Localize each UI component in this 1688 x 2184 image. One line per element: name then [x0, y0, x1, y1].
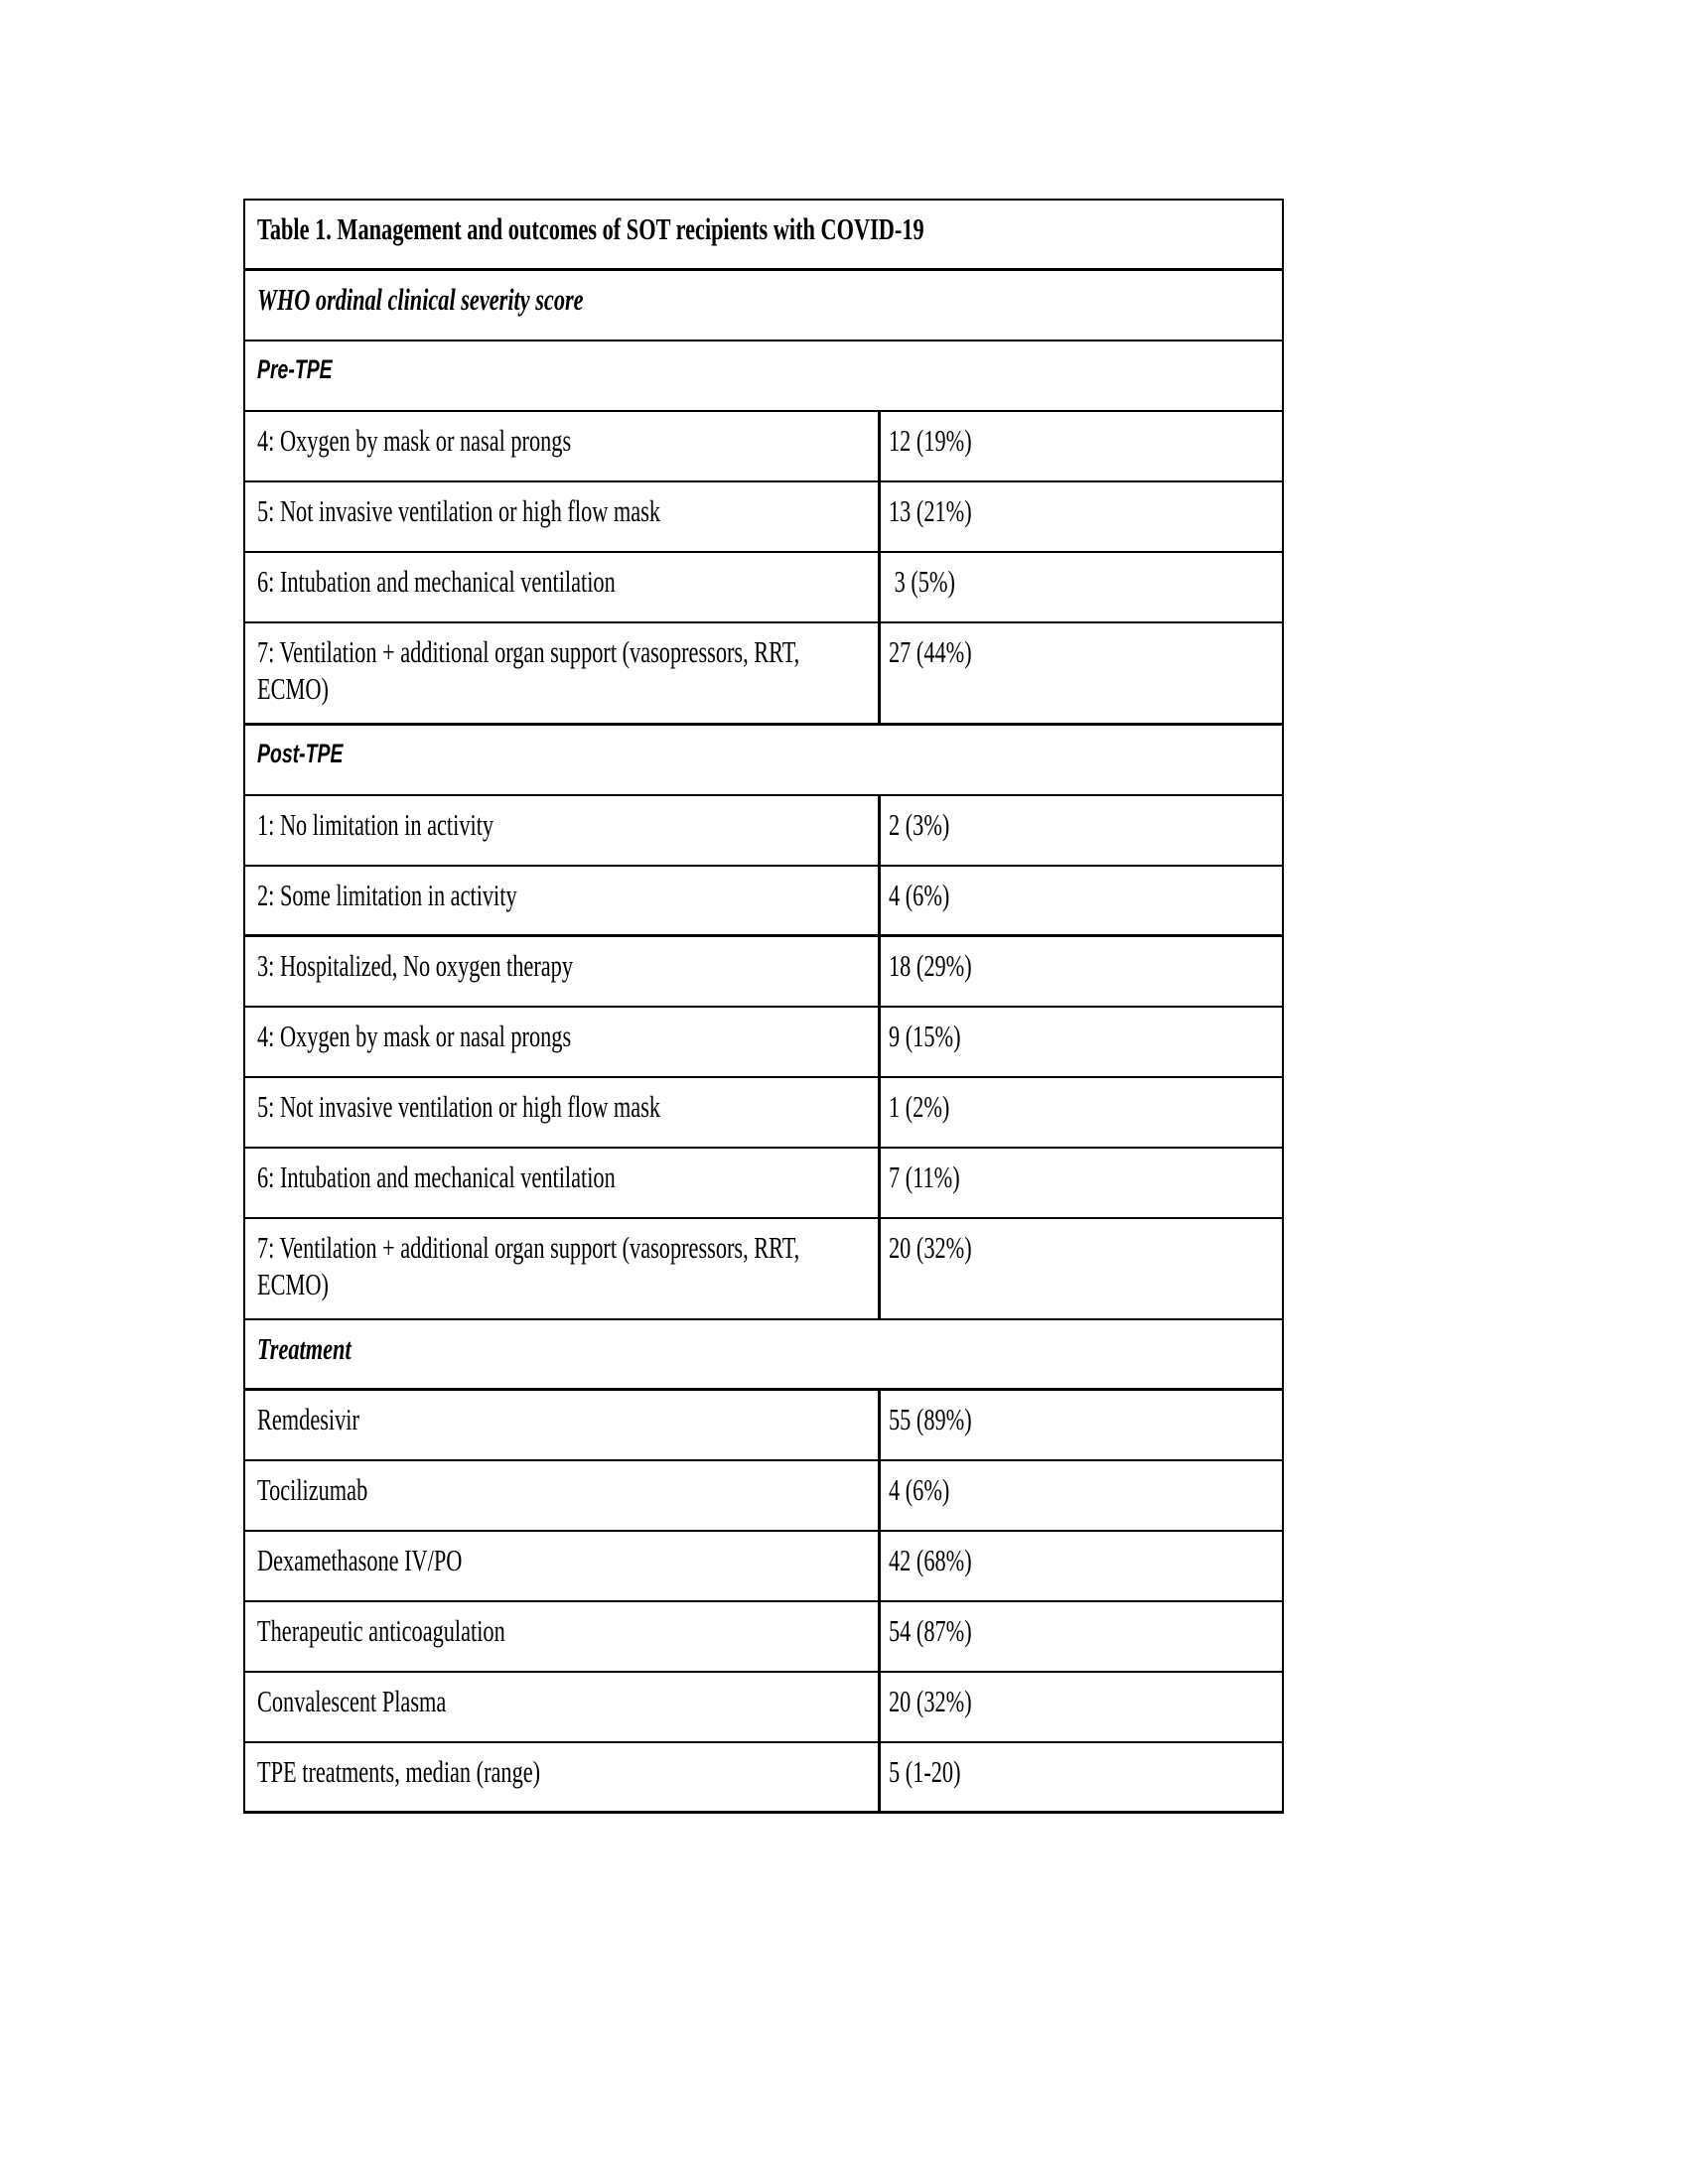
- row-value-cell: [878, 937, 1282, 1006]
- row-value: 13 (21%): [889, 493, 972, 528]
- row-value: 7 (11%): [889, 1160, 960, 1194]
- row-label-cell: [245, 796, 878, 865]
- section-header-row: [245, 1320, 1282, 1391]
- management-outcomes-table: [243, 199, 1284, 1814]
- table-row: [245, 623, 1282, 726]
- row-label: 7: Ventilation + additional organ support (vasopressors, RRT, ECMO): [257, 634, 805, 706]
- header-cell: [245, 341, 1282, 410]
- row-value: 55 (89%): [889, 1402, 972, 1436]
- row-value: 54 (87%): [889, 1613, 972, 1648]
- table-row: [245, 1673, 1282, 1743]
- row-label-cell: [245, 1532, 878, 1600]
- row-label: TPE treatments, median (range): [257, 1754, 541, 1789]
- row-label: 1: No limitation in activity: [257, 807, 494, 842]
- row-value: 4 (6%): [889, 1472, 950, 1507]
- row-label-cell: [245, 1391, 878, 1459]
- header-cell: [245, 726, 1282, 794]
- row-label: 4: Oxygen by mask or nasal prongs: [257, 423, 572, 458]
- header-cell: [245, 271, 1282, 340]
- row-label-cell: [245, 1149, 878, 1217]
- row-value-cell: [878, 412, 1282, 480]
- section-header-text: Pre-TPE: [257, 354, 333, 384]
- row-value: 18 (29%): [889, 948, 972, 983]
- row-value-cell: [878, 1149, 1282, 1217]
- table-row: [245, 1602, 1282, 1673]
- row-value-cell: [878, 796, 1282, 865]
- table-row: [245, 1219, 1282, 1320]
- table-row: [245, 1149, 1282, 1219]
- row-value: 27 (44%): [889, 634, 972, 669]
- row-value: 12 (19%): [889, 423, 972, 458]
- table-row: [245, 412, 1282, 482]
- table-row: [245, 1391, 1282, 1461]
- table-row: [245, 1532, 1282, 1602]
- row-label-cell: [245, 1743, 878, 1811]
- row-label: 4: Oxygen by mask or nasal prongs: [257, 1019, 572, 1053]
- row-label: 5: Not invasive ventilation or high flow mask: [257, 1089, 661, 1124]
- row-label-cell: [245, 623, 878, 723]
- row-label: 3: Hospitalized, No oxygen therapy: [257, 948, 573, 983]
- row-value-cell: [878, 623, 1282, 723]
- row-label: 7: Ventilation + additional organ support (vasopressors, RRT, ECMO): [257, 1230, 805, 1301]
- table-row: [245, 796, 1282, 867]
- row-label-cell: [245, 553, 878, 621]
- section-header-row: [245, 341, 1282, 412]
- row-value-cell: [878, 1743, 1282, 1811]
- row-label: Remdesivir: [257, 1402, 359, 1436]
- table-row: [245, 1078, 1282, 1149]
- row-value-cell: [878, 482, 1282, 551]
- row-label: Tocilizumab: [257, 1472, 368, 1507]
- section-header-text: Post-TPE: [257, 739, 344, 768]
- section-header-row: [245, 271, 1282, 341]
- row-label-cell: [245, 482, 878, 551]
- table-row: [245, 1461, 1282, 1532]
- table-row: [245, 937, 1282, 1008]
- row-value-cell: [878, 1078, 1282, 1147]
- row-label-cell: [245, 412, 878, 480]
- row-label-cell: [245, 1461, 878, 1530]
- row-label: 6: Intubation and mechanical ventilation: [257, 1160, 616, 1194]
- row-value-cell: [878, 1532, 1282, 1600]
- row-value-cell: [878, 1008, 1282, 1076]
- table-row: [245, 553, 1282, 623]
- row-value-cell: [878, 1391, 1282, 1459]
- row-value: 42 (68%): [889, 1543, 972, 1577]
- row-label: 2: Some limitation in activity: [257, 878, 517, 912]
- section-header-text: Treatment: [257, 1331, 352, 1366]
- table-title-row: [245, 201, 1282, 271]
- table-row: [245, 482, 1282, 553]
- table-title: Table 1. Management and outcomes of SOT recipients with COVID-19: [257, 211, 924, 246]
- row-label-cell: [245, 1602, 878, 1671]
- row-value-cell: [878, 1673, 1282, 1741]
- row-label: 5: Not invasive ventilation or high flow mask: [257, 493, 661, 528]
- row-value-cell: [878, 1219, 1282, 1318]
- row-value: 20 (32%): [889, 1684, 972, 1718]
- section-header-row: [245, 726, 1282, 796]
- row-value-cell: [878, 867, 1282, 934]
- row-label: Dexamethasone IV/PO: [257, 1543, 463, 1577]
- header-cell: [245, 1320, 1282, 1388]
- row-label-cell: [245, 1078, 878, 1147]
- row-value: 5 (1-20): [889, 1754, 961, 1789]
- row-label: 6: Intubation and mechanical ventilation: [257, 564, 616, 599]
- row-value-cell: [878, 553, 1282, 621]
- row-value: 3 (5%): [889, 564, 955, 599]
- row-value: 2 (3%): [889, 807, 950, 842]
- row-value: 9 (15%): [889, 1019, 961, 1053]
- row-label-cell: [245, 937, 878, 1006]
- table-row: [245, 1008, 1282, 1078]
- row-value-cell: [878, 1461, 1282, 1530]
- section-header-text: WHO ordinal clinical severity score: [257, 282, 584, 317]
- row-value-cell: [878, 1602, 1282, 1671]
- row-label-cell: [245, 1008, 878, 1076]
- table-row: [245, 867, 1282, 937]
- row-label: Therapeutic anticoagulation: [257, 1613, 505, 1648]
- row-label: Convalescent Plasma: [257, 1684, 447, 1718]
- row-label-cell: [245, 867, 878, 934]
- row-label-cell: [245, 1673, 878, 1741]
- row-value: 4 (6%): [889, 878, 950, 912]
- row-value: 20 (32%): [889, 1230, 972, 1265]
- header-cell: [245, 201, 1282, 268]
- row-label-cell: [245, 1219, 878, 1318]
- table-row: [245, 1743, 1282, 1814]
- row-value: 1 (2%): [889, 1089, 950, 1124]
